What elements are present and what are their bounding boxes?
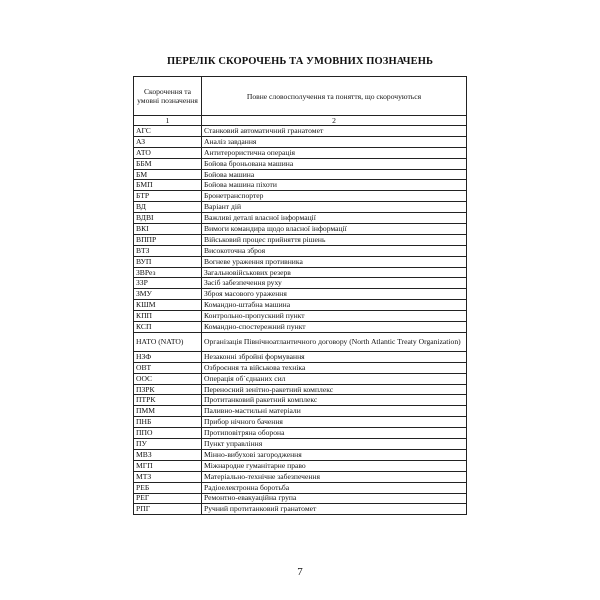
abbreviation-cell: МГП bbox=[134, 460, 202, 471]
table-row bbox=[134, 460, 467, 471]
full-term-cell: Матеріально-технічне забезпечення bbox=[202, 471, 467, 482]
abbreviation-cell: КПП bbox=[134, 311, 202, 322]
table-row bbox=[134, 202, 467, 213]
table-row bbox=[134, 300, 467, 311]
full-term-cell: Протитанковий ракетний комплекс bbox=[202, 395, 467, 406]
table-row bbox=[134, 136, 467, 147]
page-number: 7 bbox=[297, 566, 303, 578]
table-row bbox=[134, 384, 467, 395]
column-number-2: 2 bbox=[202, 116, 467, 126]
full-term-cell: Організація Північноатлантичного договору (North Atlantic Treaty Organization) bbox=[202, 332, 467, 351]
abbreviation-cell: ЗВРез bbox=[134, 267, 202, 278]
abbreviation-cell: ВППР bbox=[134, 234, 202, 245]
full-term-cell: Незаконні збройні формування bbox=[202, 351, 467, 362]
abbreviation-cell: НЗФ bbox=[134, 351, 202, 362]
table-row bbox=[134, 482, 467, 493]
full-term-cell: Прибор нічного бачення bbox=[202, 417, 467, 428]
full-term-cell: Міжнародне гуманітарне право bbox=[202, 460, 467, 471]
table-row bbox=[134, 158, 467, 169]
abbreviation-cell: ВТЗ bbox=[134, 245, 202, 256]
table-row bbox=[134, 224, 467, 235]
full-term-cell: Ручний протитанковий гранатомет bbox=[202, 504, 467, 515]
table-header-row bbox=[134, 77, 467, 116]
table-row bbox=[134, 191, 467, 202]
abbreviations-table bbox=[133, 76, 467, 515]
full-term-cell: Озброєння та військова техніка bbox=[202, 362, 467, 373]
table-row bbox=[134, 471, 467, 482]
abbreviation-cell: БТР bbox=[134, 191, 202, 202]
table-row bbox=[134, 493, 467, 504]
abbreviation-cell: МВЗ bbox=[134, 449, 202, 460]
full-term-cell: Зброя масового ураження bbox=[202, 289, 467, 300]
abbreviation-cell: ООС bbox=[134, 373, 202, 384]
abbreviation-cell: ВД bbox=[134, 202, 202, 213]
full-term-cell: Операція об`єднаних сил bbox=[202, 373, 467, 384]
full-term-cell: Варіант дій bbox=[202, 202, 467, 213]
full-term-cell: Командно-штабна машина bbox=[202, 300, 467, 311]
table-row bbox=[134, 395, 467, 406]
full-term-cell: Бойова машина піхоти bbox=[202, 180, 467, 191]
full-term-cell: Станковий автоматичний гранатомет bbox=[202, 126, 467, 137]
full-term-cell: Контрольно-пропускний пункт bbox=[202, 311, 467, 322]
abbreviation-cell: ОВТ bbox=[134, 362, 202, 373]
full-term-cell: Засіб забезпечення руху bbox=[202, 278, 467, 289]
abbreviation-cell: ВКІ bbox=[134, 224, 202, 235]
full-term-cell: Мінно-вибухові загородження bbox=[202, 449, 467, 460]
full-term-cell: Бронетранспортер bbox=[202, 191, 467, 202]
abbreviation-cell: ЗМУ bbox=[134, 289, 202, 300]
table-row bbox=[134, 256, 467, 267]
table-row bbox=[134, 439, 467, 450]
full-term-cell: Важливі деталі власної інформації bbox=[202, 213, 467, 224]
full-term-cell: Пункт управління bbox=[202, 439, 467, 450]
table-row bbox=[134, 213, 467, 224]
abbreviation-cell: АТО bbox=[134, 147, 202, 158]
abbreviation-cell: ПУ bbox=[134, 439, 202, 450]
abbreviation-cell: ПММ bbox=[134, 406, 202, 417]
page-title: ПЕРЕЛІК СКОРОЧЕНЬ ТА УМОВНИХ ПОЗНАЧЕНЬ bbox=[166, 56, 434, 67]
abbreviation-cell: БМП bbox=[134, 180, 202, 191]
abbreviation-cell: РПГ bbox=[134, 504, 202, 515]
table-row bbox=[134, 351, 467, 362]
header-full-term: Повне словосполучення та поняття, що скорочуються bbox=[202, 77, 467, 116]
abbreviation-cell: ББМ bbox=[134, 158, 202, 169]
full-term-cell: Вогневе ураження противника bbox=[202, 256, 467, 267]
abbreviation-cell: ПЗРК bbox=[134, 384, 202, 395]
table-row bbox=[134, 504, 467, 515]
table-row bbox=[134, 267, 467, 278]
table-row bbox=[134, 332, 467, 351]
full-term-cell: Переносний зенітно-ракетний комплекс bbox=[202, 384, 467, 395]
abbreviation-cell: ПНБ bbox=[134, 417, 202, 428]
full-term-cell: Ремонтно-евакуаційна група bbox=[202, 493, 467, 504]
abbreviation-cell: РЕБ bbox=[134, 482, 202, 493]
abbreviation-cell: НАТО (NATO) bbox=[134, 332, 202, 351]
full-term-cell: Бойова машина bbox=[202, 169, 467, 180]
table-row bbox=[134, 180, 467, 191]
table-row bbox=[134, 373, 467, 384]
full-term-cell: Антитерористична операція bbox=[202, 147, 467, 158]
abbreviation-cell: КСП bbox=[134, 322, 202, 333]
table-row bbox=[134, 362, 467, 373]
table-row bbox=[134, 449, 467, 460]
abbreviation-cell: ВУП bbox=[134, 256, 202, 267]
abbreviation-cell: АГС bbox=[134, 126, 202, 137]
abbreviation-cell: ПТРК bbox=[134, 395, 202, 406]
full-term-cell: Командно-спостережний пункт bbox=[202, 322, 467, 333]
abbreviation-cell: АЗ bbox=[134, 136, 202, 147]
abbreviation-cell: ППО bbox=[134, 428, 202, 439]
table-row bbox=[134, 126, 467, 137]
table-row bbox=[134, 417, 467, 428]
abbreviation-cell: ЗЗР bbox=[134, 278, 202, 289]
full-term-cell: Високоточна зброя bbox=[202, 245, 467, 256]
full-term-cell: Загальновійськових резерв bbox=[202, 267, 467, 278]
table-row bbox=[134, 278, 467, 289]
full-term-cell: Бойова броньована машина bbox=[202, 158, 467, 169]
abbreviation-cell: БМ bbox=[134, 169, 202, 180]
full-term-cell: Аналіз завдання bbox=[202, 136, 467, 147]
table-body bbox=[134, 126, 467, 515]
table-row bbox=[134, 169, 467, 180]
header-abbreviation: Скорочення та умовні позначення bbox=[134, 77, 202, 116]
table-row bbox=[134, 147, 467, 158]
table-row bbox=[134, 234, 467, 245]
table-row bbox=[134, 245, 467, 256]
abbreviation-cell: ВДВІ bbox=[134, 213, 202, 224]
full-term-cell: Військовий процес прийняття рішень bbox=[202, 234, 467, 245]
full-term-cell: Протиповітряна оборона bbox=[202, 428, 467, 439]
full-term-cell: Радіоелектронна боротьба bbox=[202, 482, 467, 493]
column-number-row bbox=[134, 116, 467, 126]
table-row bbox=[134, 311, 467, 322]
full-term-cell: Паливно-мастильні матеріали bbox=[202, 406, 467, 417]
table-row bbox=[134, 406, 467, 417]
abbreviation-cell: КШМ bbox=[134, 300, 202, 311]
table-row bbox=[134, 428, 467, 439]
abbreviation-cell: РЕГ bbox=[134, 493, 202, 504]
table-row bbox=[134, 289, 467, 300]
column-number-1: 1 bbox=[134, 116, 202, 126]
full-term-cell: Вимоги командира щодо власної інформації bbox=[202, 224, 467, 235]
table-row bbox=[134, 322, 467, 333]
abbreviation-cell: МТЗ bbox=[134, 471, 202, 482]
